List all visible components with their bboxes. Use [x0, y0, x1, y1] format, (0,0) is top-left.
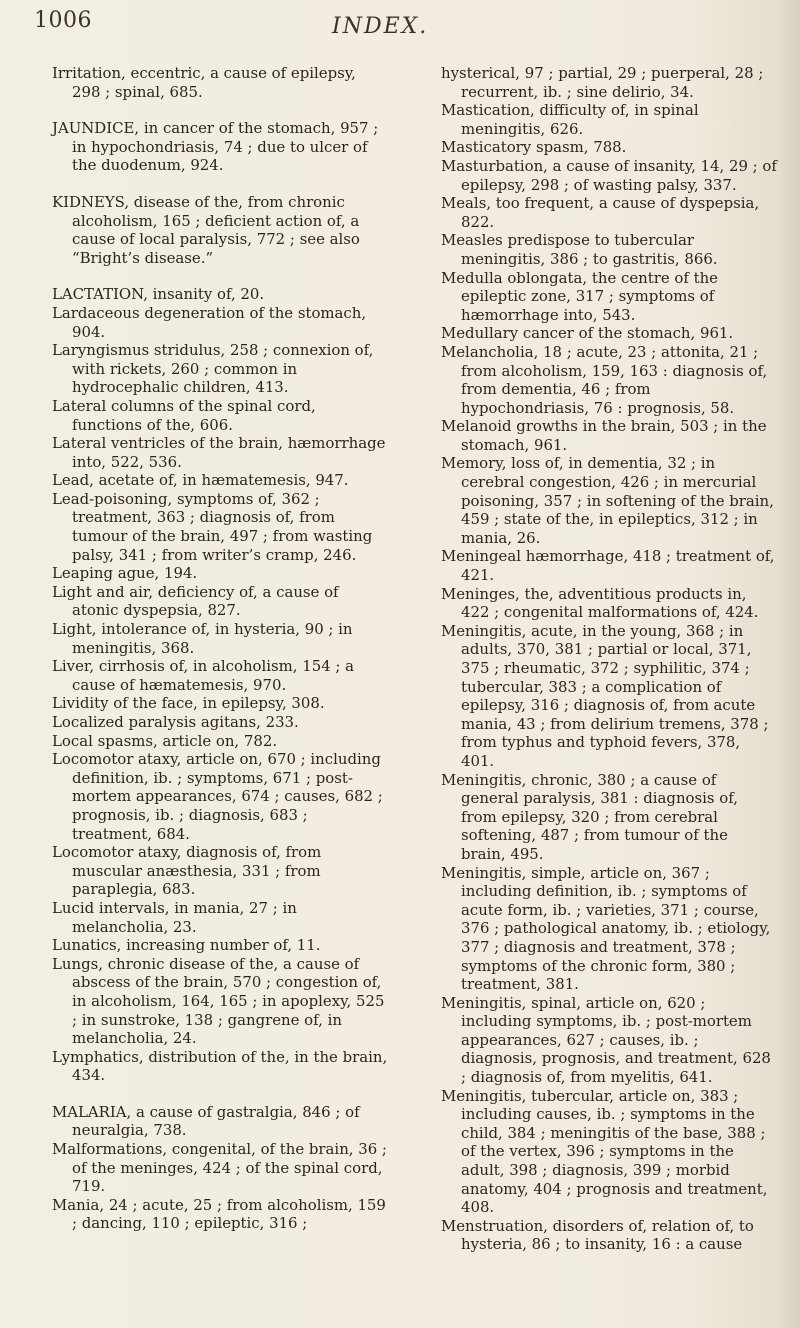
index-entry: Measles predispose to tubercular meningitis, 386 ; to gastritis, 866. [441, 231, 718, 268]
index-entry: Meningitis, simple, article on, 367 ; including definition, ib. ; symptoms of acute form, ib. ; varieties, 371 ; course, 376 ; pathological anatomy, ib. ; etiology, 377 ; diagnosis and treatment, 378 ; symptoms of the chronic form, 380 ; treatment, 381. [441, 863, 771, 994]
index-entry: Lividity of the face, in epilepsy, 308. [52, 694, 325, 713]
index-entry: Masticatory spasm, 788. [441, 138, 627, 157]
index-entry: JAUNDICE, in cancer of the stomach, 957 ; in hypochondriasis, 74 ; due to ulcer of the duodenum, 924. [52, 119, 379, 175]
index-entry: Laryngismus stridulus, 258 ; connexion of, with rickets, 260 ; common in hydrocephalic children, 413. [52, 341, 374, 397]
index-entry: KIDNEYS, disease of the, from chronic alcoholism, 165 ; deficient action of, a cause of local paralysis, 772 ; see also “Bright’s disease.” [52, 192, 360, 267]
index-entry: Lungs, chronic disease of the, a cause of abscess of the brain, 570 ; congestion of, in alcoholism, 164, 165 ; in apoplexy, 525 ; in sunstroke, 138 ; gangrene of, in melancholia, 24. [52, 954, 385, 1048]
index-entry: Lateral ventricles of the brain, hæmorrhage into, 522, 536. [52, 434, 386, 471]
index-entry: Meals, too frequent, a cause of dyspepsia, 822. [441, 194, 760, 231]
running-head-title: INDEX. [332, 14, 429, 39]
index-entry: Lead-poisoning, symptoms of, 362 ; treatment, 363 ; diagnosis of, from tumour of the brain, 497 ; from wasting palsy, 341 ; from writer’s cramp, 246. [52, 489, 373, 564]
index-entry: Locomotor ataxy, article on, 670 ; including definition, ib. ; symptoms, 671 ; post-mortem appearances, 674 ; causes, 682 ; prognosis, ib. ; diagnosis, 683 ; treatment, 684. [52, 750, 383, 843]
index-entry: Light, intolerance of, in hysteria, 90 ; in meningitis, 368. [52, 620, 353, 657]
index-entry: Mastication, difficulty of, in spinal meningitis, 626. [441, 101, 699, 138]
index-entry: Irritation, eccentric, a cause of epilepsy, 298 ; spinal, 685. [52, 64, 356, 101]
index-column-left [52, 64, 388, 1233]
index-entry: Medulla oblongata, the centre of the epileptic zone, 317 ; symptoms of hæmorrhage into, 543. [441, 268, 718, 324]
index-entry: Meningitis, acute, in the young, 368 ; in adults, 370, 381 ; partial or local, 371, 375 ; rheumatic, 372 ; syphilitic, 374 ; tubercular, 383 ; a complication of epilepsy, 316 ; diagnosis of, from acute mania, 43 ; from delirium tremens, 378 ; from typhus and typhoid fevers, 378, 401. [441, 621, 769, 770]
index-entry: Meninges, the, adventitious products in, 422 ; congenital malformations of, 424. [441, 584, 759, 622]
index-entry: Liver, cirrhosis of, in alcoholism, 154 ; a cause of hæmatemesis, 970. [52, 657, 355, 694]
index-entry: Localized paralysis agitans, 233. [52, 713, 299, 731]
index-entry: Lucid intervals, in mania, 27 ; in melancholia, 23. [52, 898, 297, 936]
index-entry: Lymphatics, distribution of the, in the brain, 434. [52, 1047, 388, 1085]
page-number: 1006 [34, 8, 92, 33]
index-entry: Meningitis, tubercular, article on, 383 ; including causes, ib. ; symptoms in the child, 384 ; meningitis of the base, 388 ; of the vertex, 396 ; symptoms in the adult, 398 ; diagnosis, 399 ; morbid anatomy, 404 ; prognosis and treatment, 408. [441, 1086, 768, 1217]
index-entry: Meningitis, spinal, article on, 620 ; including symptoms, ib. ; post-mortem appearances, 627 ; causes, ib. ; diagnosis, prognosis, and treatment, 628 ; diagnosis of, from myelitis, 641. [441, 993, 771, 1087]
index-entry: Meningitis, chronic, 380 ; a cause of general paralysis, 381 : diagnosis of, from epilepsy, 320 ; from cerebral softening, 487 ; from tumour of the brain, 495. [441, 770, 738, 863]
index-entry: Lunatics, increasing number of, 11. [52, 936, 321, 955]
index-entry: Meningeal hæmorrhage, 418 ; treatment of, 421. [441, 547, 775, 585]
index-entry: Light and air, deficiency of, a cause of atonic dyspepsia, 827. [52, 582, 339, 620]
index-entry: MALARIA, a cause of gastralgia, 846 ; of neuralgia, 738. [52, 1102, 360, 1140]
index-entry: Melanoid growths in the brain, 503 ; in the stomach, 961. [441, 417, 767, 454]
index-entry: Malformations, congenital, of the brain, 36 ; of the meninges, 424 ; of the spinal cord, 719. [52, 1140, 387, 1196]
index-entry: Medullary cancer of the stomach, 961. [441, 324, 734, 343]
index-entry: Local spasms, article on, 782. [52, 731, 278, 750]
index-entry: Memory, loss of, in dementia, 32 ; in cerebral congestion, 426 ; in mercurial poisoning, 357 ; in softening of the brain, 459 ; state of the, in epileptics, 312 ; in mania, 26. [441, 454, 774, 547]
index-entry: Lead, acetate of, in hæmatemesis, 947. [52, 471, 349, 490]
index-entry: Melancholia, 18 ; acute, 23 ; attonita, 21 ; from alcoholism, 159, 163 : diagnosis of, from dementia, 46 ; from hypochondriasis, 76 : prognosis, 58. [441, 342, 768, 417]
index-entry: hysterical, 97 ; partial, 29 ; puerperal, 28 ; recurrent, ib. ; sine delirio, 34. [441, 64, 764, 101]
index-entry: Locomotor ataxy, diagnosis of, from muscular anæsthesia, 331 ; from paraplegia, 683. [52, 843, 322, 899]
index-entry: Leaping ague, 194. [52, 564, 198, 583]
index-entry: Menstruation, disorders of, relation of, to hysteria, 86 ; to insanity, 16 : a cause [441, 1216, 754, 1254]
index-entry: Masturbation, a cause of insanity, 14, 29 ; of epilepsy, 298 ; of wasting palsy, 337. [441, 156, 777, 194]
index-entry: LACTATION, insanity of, 20. [52, 285, 265, 304]
index-column-right [441, 64, 777, 1254]
index-entry: Mania, 24 ; acute, 25 ; from alcoholism, 159 ; dancing, 110 ; epileptic, 316 ; [52, 1195, 386, 1233]
index-entry: Lateral columns of the spinal cord, functions of the, 606. [52, 396, 316, 434]
index-entry: Lardaceous degeneration of the stomach, 904. [52, 303, 367, 341]
